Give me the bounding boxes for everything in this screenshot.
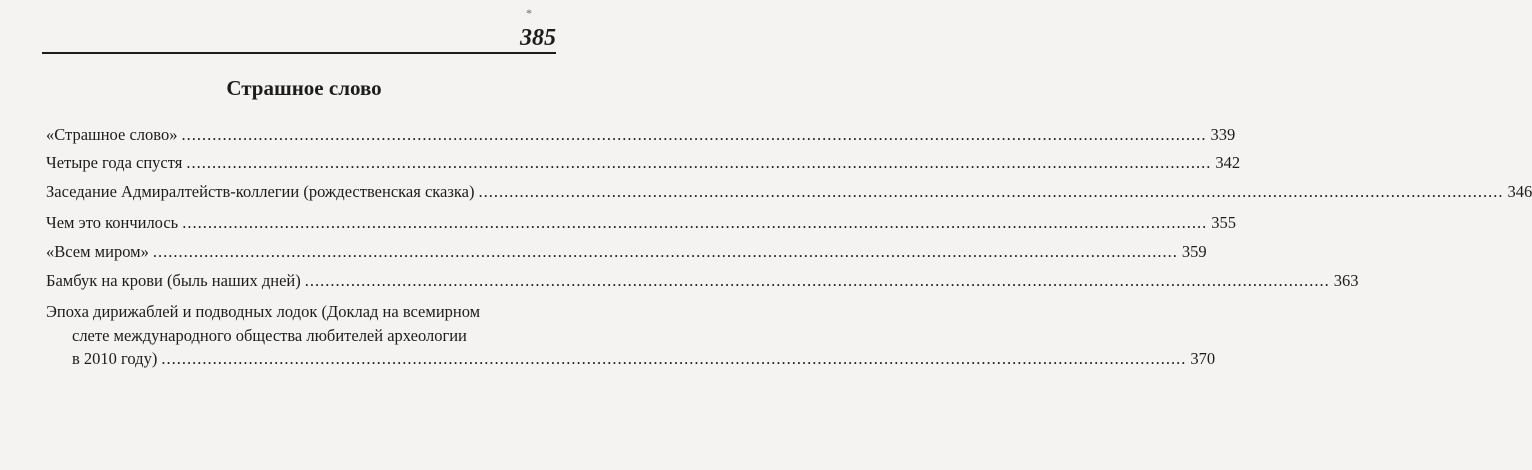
toc-entry-title: «Страшное слово» — [46, 125, 178, 144]
toc-entry-title-line-3-row — [46, 349, 1216, 368]
section-title: Страшное слово — [226, 76, 382, 100]
toc-entry-title-line-2: слете международного общества любителей археологии — [72, 325, 467, 345]
toc-entry-title: Бамбук на крови (быль наших дней) — [46, 271, 301, 290]
toc-entry-page: 355 — [1211, 213, 1236, 232]
toc-entry-title: Чем это кончилось — [46, 213, 179, 232]
toc-entry-page: 359 — [1181, 242, 1207, 261]
toc-entry-page: 363 — [1333, 271, 1359, 290]
toc-entry — [46, 153, 1241, 172]
dot-leader: ........................................................................................................................................................................................................ — [478, 182, 1504, 201]
toc-entry — [46, 271, 1359, 290]
toc-entry-title: «Всем миром» — [46, 242, 149, 261]
toc-entry-title-line-3: в 2010 году) — [72, 349, 158, 368]
dot-leader: ........................................................................................................................................................................................................ — [304, 271, 1330, 290]
toc-entry-title: Заседание Адмиралтейств-коллегии (рождественская сказка) — [46, 182, 475, 201]
toc-entry-multiline — [46, 302, 1216, 368]
dot-leader: ........................................................................................................................................................................................................ — [181, 125, 1207, 144]
dot-leader: ........................................................................................................................................................................................................ — [152, 242, 1178, 261]
dot-leader: ........................................................................................................................................................................................................ — [182, 213, 1208, 232]
toc-entry — [46, 182, 1532, 201]
toc-entry — [46, 125, 1236, 144]
dot-leader: ........................................................................................................................................................................................................ — [186, 153, 1212, 172]
toc-entry-page: 342 — [1215, 153, 1241, 172]
toc-entry-page: 346 — [1507, 182, 1532, 201]
header-rule — [42, 52, 556, 54]
toc-entry-page: 370 — [1190, 349, 1216, 368]
page-number: 385 — [520, 25, 556, 51]
toc-entry — [46, 242, 1207, 261]
toc-entry — [46, 213, 1236, 232]
toc-entry-title-line-1: Эпоха дирижаблей и подводных лодок (Доклад на всемирном — [46, 302, 481, 321]
toc-entry-page: 339 — [1210, 125, 1236, 144]
toc-entry-title: Четыре года спустя — [46, 153, 183, 172]
dot-leader: ........................................................................................................................................................................................................ — [161, 349, 1187, 368]
corner-mark: * — [526, 6, 532, 20]
